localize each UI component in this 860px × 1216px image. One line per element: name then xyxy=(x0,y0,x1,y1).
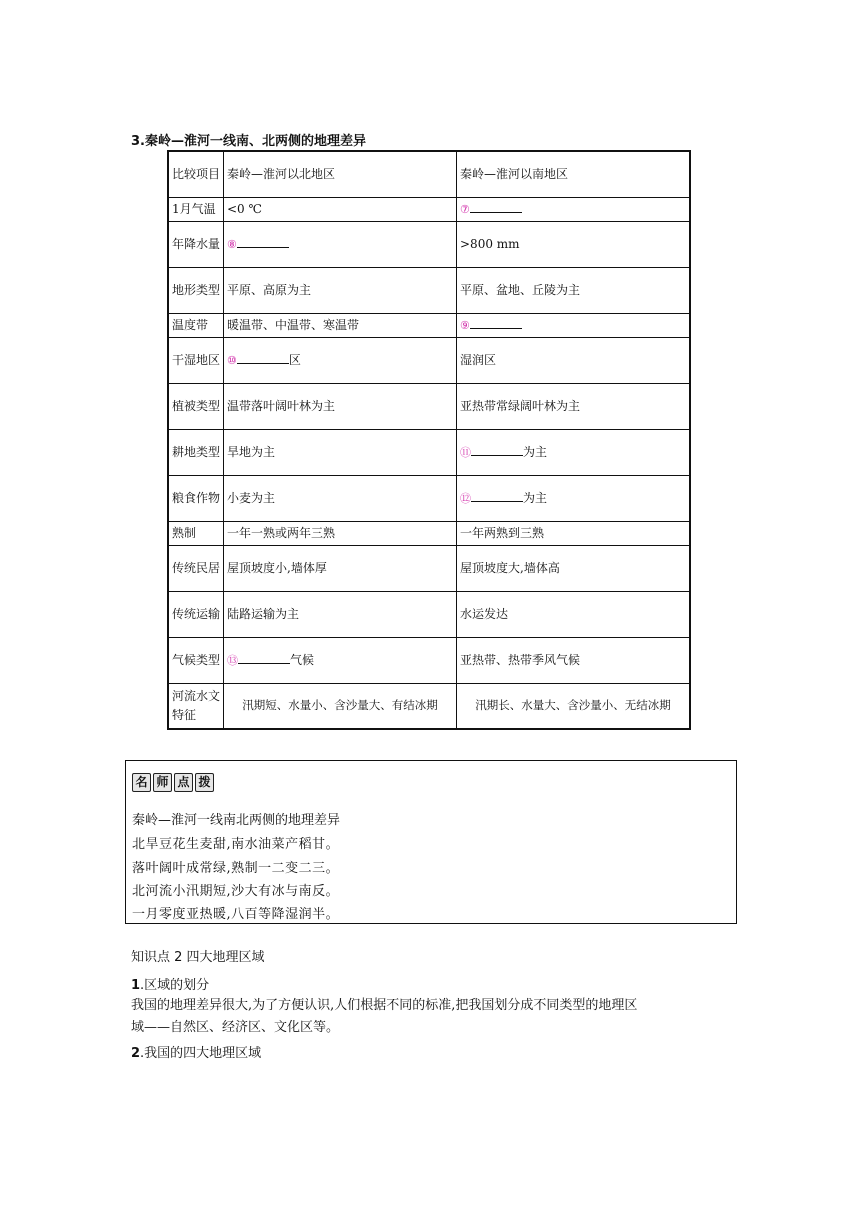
subsection-number: 2 xyxy=(131,1046,141,1061)
item-cell: 植被类型 xyxy=(168,383,224,429)
table-row xyxy=(168,337,690,383)
fill-blank[interactable] xyxy=(237,351,289,364)
north-cell xyxy=(224,221,457,267)
fill-blank[interactable] xyxy=(238,651,290,664)
blank-number-mark: ⑨ xyxy=(460,318,470,332)
tip-line: 落叶阔叶成常绿,熟制一二变二三。 xyxy=(132,861,340,876)
north-cell: 陆路运输为主 xyxy=(224,591,457,637)
fill-blank[interactable] xyxy=(470,316,522,329)
fill-blank[interactable] xyxy=(471,443,523,456)
cell-suffix: 区 xyxy=(288,352,301,367)
item-cell: 河流水文特征 xyxy=(168,683,224,729)
cell-suffix: 气候 xyxy=(290,652,315,667)
blank-number-mark: ⑬ xyxy=(227,653,238,667)
subsection-heading xyxy=(131,1042,261,1061)
fill-blank[interactable] xyxy=(470,200,522,213)
header-cell: 秦岭—淮河以北地区 xyxy=(224,151,457,197)
table-row xyxy=(168,197,690,221)
south-cell xyxy=(457,197,691,221)
subsection-title: .区域的划分 xyxy=(140,978,210,993)
south-cell: 汛期长、水量大、含沙量小、无结冰期 xyxy=(457,683,691,729)
badge-char: 拨 xyxy=(195,773,214,792)
south-cell: 亚热带常绿阔叶林为主 xyxy=(457,383,691,429)
badge-char: 名 xyxy=(132,773,151,792)
header-cell: 比较项目 xyxy=(168,151,224,197)
blank-number-mark: ⑪ xyxy=(460,445,471,459)
body-paragraph-line: 域——自然区、经济区、文化区等。 xyxy=(131,1020,340,1035)
north-cell: 平原、高原为主 xyxy=(224,267,457,313)
item-cell: 温度带 xyxy=(168,313,224,337)
teacher-tip-box xyxy=(125,760,737,924)
blank-number-mark: ⑧ xyxy=(227,237,237,251)
knowledge-point-heading: 知识点 2 四大地理区域 xyxy=(131,950,265,965)
north-cell: 屋顶坡度小,墙体厚 xyxy=(224,545,457,591)
badge-char: 点 xyxy=(174,773,193,792)
item-cell: 地形类型 xyxy=(168,267,224,313)
section-heading xyxy=(131,130,366,149)
table-row xyxy=(168,521,690,545)
tip-line: 一月零度亚热暖,八百等降湿润半。 xyxy=(132,907,340,922)
south-cell: 一年两熟到三熟 xyxy=(457,521,691,545)
table-row xyxy=(168,475,690,521)
fill-blank[interactable] xyxy=(237,235,289,248)
table-row xyxy=(168,429,690,475)
table-row xyxy=(168,221,690,267)
south-cell: >800 mm xyxy=(457,221,691,267)
table-row xyxy=(168,683,690,729)
south-cell: 湿润区 xyxy=(457,337,691,383)
table-row xyxy=(168,383,690,429)
item-cell: 干湿地区 xyxy=(168,337,224,383)
item-cell: 传统运输 xyxy=(168,591,224,637)
item-cell: 传统民居 xyxy=(168,545,224,591)
south-cell: 水运发达 xyxy=(457,591,691,637)
subsection-heading xyxy=(131,974,209,993)
table-row xyxy=(168,545,690,591)
tip-line: 北河流小汛期短,沙大有冰与南反。 xyxy=(132,884,340,899)
subsection-title: .我国的四大地理区域 xyxy=(140,1046,262,1061)
south-cell: 平原、盆地、丘陵为主 xyxy=(457,267,691,313)
south-cell xyxy=(457,475,691,521)
south-cell: 亚热带、热带季风气候 xyxy=(457,637,691,683)
subsection-number: 1 xyxy=(131,978,141,993)
north-cell: 旱地为主 xyxy=(224,429,457,475)
cell-suffix: 为主 xyxy=(523,444,548,459)
north-cell: 小麦为主 xyxy=(224,475,457,521)
table-row xyxy=(168,637,690,683)
comparison-table xyxy=(167,150,691,730)
north-cell: 汛期短、水量小、含沙量大、有结冰期 xyxy=(224,683,457,729)
table-header-row xyxy=(168,151,690,197)
south-cell: 屋顶坡度大,墙体高 xyxy=(457,545,691,591)
section-number: 3 xyxy=(131,134,141,149)
tip-line: 北旱豆花生麦甜,南水油菜产稻甘。 xyxy=(132,837,340,852)
section-title: .秦岭—淮河一线南、北两侧的地理差异 xyxy=(140,134,366,149)
badge-char: 师 xyxy=(153,773,172,792)
fill-blank[interactable] xyxy=(471,489,523,502)
item-cell: 耕地类型 xyxy=(168,429,224,475)
blank-number-mark: ⑫ xyxy=(460,491,471,505)
blank-number-mark: ⑩ xyxy=(227,353,237,367)
table-row xyxy=(168,591,690,637)
teacher-tip-badge xyxy=(132,773,214,792)
table-row xyxy=(168,313,690,337)
cell-suffix: 为主 xyxy=(523,490,548,505)
north-cell: 暖温带、中温带、寒温带 xyxy=(224,313,457,337)
header-cell: 秦岭—淮河以南地区 xyxy=(457,151,691,197)
north-cell xyxy=(224,337,457,383)
table-row xyxy=(168,267,690,313)
north-cell: 一年一熟或两年三熟 xyxy=(224,521,457,545)
item-cell: 熟制 xyxy=(168,521,224,545)
north-cell xyxy=(224,637,457,683)
blank-number-mark: ⑦ xyxy=(460,202,470,216)
tip-title: 秦岭—淮河一线南北两侧的地理差异 xyxy=(132,813,341,828)
north-cell: <0 ℃ xyxy=(224,197,457,221)
south-cell xyxy=(457,429,691,475)
item-cell: 气候类型 xyxy=(168,637,224,683)
item-cell: 1月气温 xyxy=(168,197,224,221)
item-cell: 年降水量 xyxy=(168,221,224,267)
north-cell: 温带落叶阔叶林为主 xyxy=(224,383,457,429)
south-cell xyxy=(457,313,691,337)
item-cell: 粮食作物 xyxy=(168,475,224,521)
body-paragraph-line: 我国的地理差异很大,为了方便认识,人们根据不同的标准,把我国划分成不同类型的地理区 xyxy=(131,998,638,1013)
